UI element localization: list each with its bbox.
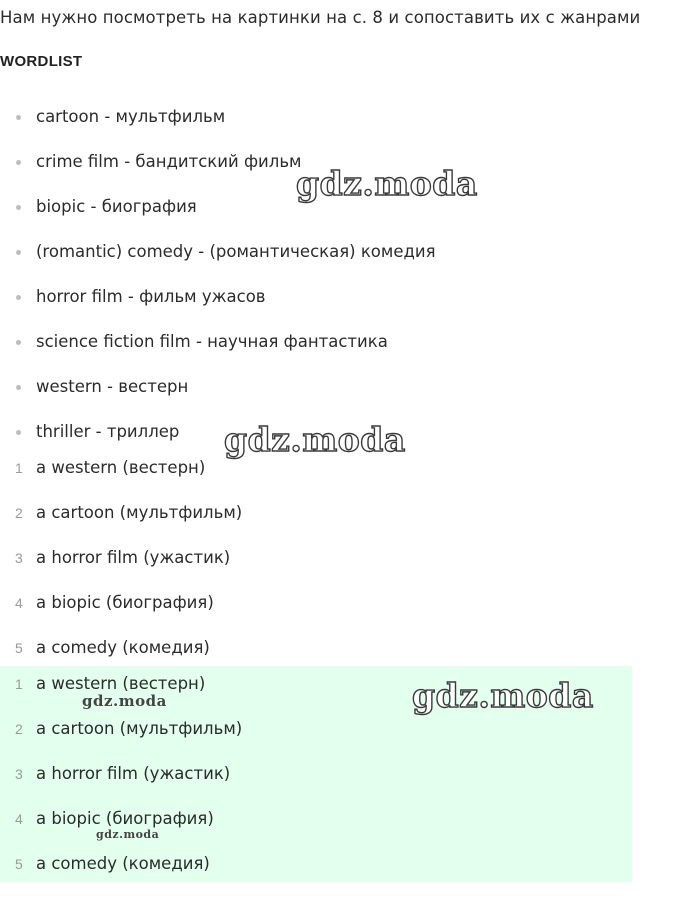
- bullet-icon: [16, 340, 21, 345]
- bullet-icon: [16, 250, 21, 255]
- bullet-icon: [16, 115, 21, 120]
- wordlist-item: cartoon - мультфильм: [36, 107, 226, 126]
- bullet-icon: [16, 160, 21, 165]
- list-item: a comedy (комедия): [36, 854, 210, 873]
- list-number: 4: [15, 595, 23, 611]
- list-item: a western (вестерн): [36, 674, 206, 693]
- list-item: a horror film (ужастик): [36, 548, 231, 567]
- list-item: a biopic (биография): [36, 593, 214, 612]
- bullet-icon: [16, 295, 21, 300]
- bullet-icon: [16, 205, 21, 210]
- list-item: a cartoon (мультфильм): [36, 503, 243, 522]
- wordlist-item: crime film - бандитский фильм: [36, 152, 302, 171]
- wordlist-item: horror film - фильм ужасов: [36, 287, 266, 306]
- wordlist-item: science fiction film - научная фантастика: [36, 332, 388, 351]
- list-item: a horror film (ужастик): [36, 764, 231, 783]
- list-item: a comedy (комедия): [36, 638, 210, 657]
- bullet-icon: [16, 385, 21, 390]
- wordlist-item: thriller - триллер: [36, 422, 180, 441]
- wordlist-item: biopic - биография: [36, 197, 197, 216]
- watermark: gdz.moda: [96, 828, 160, 841]
- watermark: gdz.moda: [296, 164, 478, 203]
- list-number: 2: [15, 721, 23, 737]
- list-number: 3: [15, 550, 23, 566]
- list-number: 3: [15, 766, 23, 782]
- intro-text: Нам нужно посмотреть на картинки на с. 8 и сопоставить их с жанрами: [0, 8, 641, 27]
- list-number: 1: [15, 676, 23, 692]
- wordlist-item: western - вестерн: [36, 377, 189, 396]
- wordlist-item: (romantic) comedy - (романтическая) комедия: [36, 242, 436, 261]
- bullet-icon: [16, 430, 21, 435]
- watermark: gdz.moda: [224, 420, 406, 459]
- list-item: a cartoon (мультфильм): [36, 719, 243, 738]
- wordlist-heading: WORDLIST: [0, 53, 83, 70]
- list-item: a western (вестерн): [36, 458, 206, 477]
- list-number: 5: [15, 640, 23, 656]
- list-item: a biopic (биография): [36, 809, 214, 828]
- list-number: 5: [15, 856, 23, 872]
- list-number: 2: [15, 505, 23, 521]
- watermark: gdz.moda: [82, 692, 167, 710]
- list-number: 4: [15, 811, 23, 827]
- list-number: 1: [15, 460, 23, 476]
- watermark: gdz.moda: [412, 676, 594, 715]
